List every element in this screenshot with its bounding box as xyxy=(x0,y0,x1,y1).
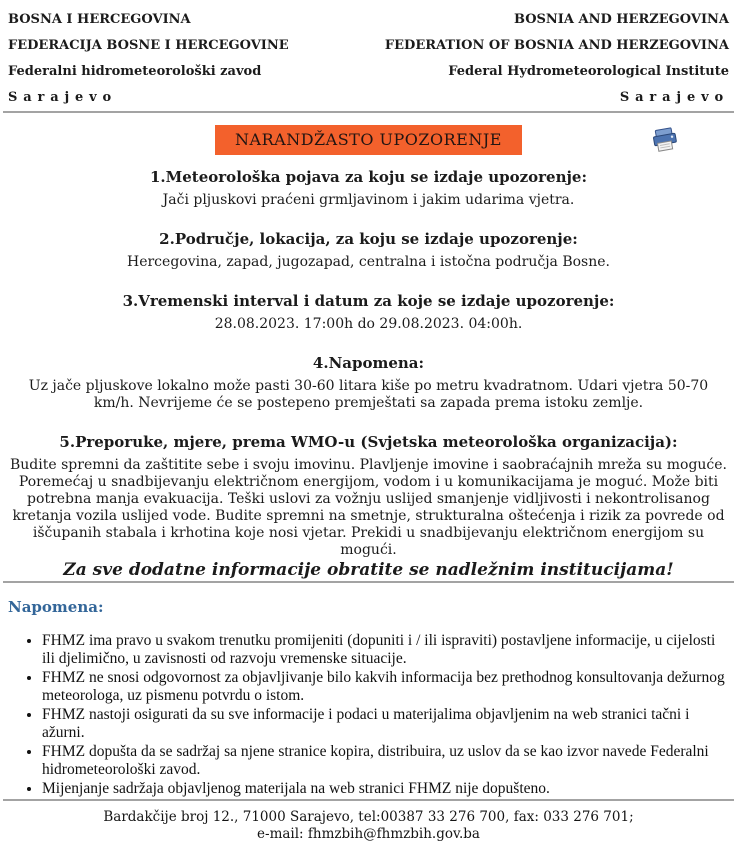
list-item: • FHMZ ne snosi odgovornost za objavljivanje bilo kakvih informacija bez prethodnog konsultovanja dežurnog meteorologa, uz pismenu potvrdu o istom. xyxy=(42,669,727,705)
warning-sections xyxy=(0,168,737,581)
section-1-heading: 1.Meteorološka pojava za koju se izdaje upozorenje: xyxy=(150,168,587,186)
disclaimer-list xyxy=(20,632,727,798)
section-2-body: Hercegovina, zapad, jugozapad, centralna i istočna područja Bosne. xyxy=(127,254,610,270)
header-federation-en: FEDERATION OF BOSNIA AND HERZEGOVINA xyxy=(384,38,729,53)
warning-level-badge: NARANDŽASTO UPOZORENJE xyxy=(215,125,522,155)
list-item: • FHMZ dopušta da se sadržaj sa njene stranice kopira, distribuira, uz uslov da se kao izvor navede Federalni hidrometeorološki zavod. xyxy=(42,743,727,779)
list-item: • FHMZ ima pravo u svakom trenutku promijeniti (dopuniti i / ili ispraviti) postavljene informacije, u cijelosti ili djelimično, u zavisnosti od razvoju vremenske situacije. xyxy=(42,632,727,668)
footer-contact xyxy=(0,809,737,843)
header-country-bs: BOSNA I HERCEGOVINA xyxy=(8,12,191,27)
header-divider xyxy=(3,111,734,113)
section-1-body: Jači pljuskovi praćeni grmljavinom i jakim udarima vjetra. xyxy=(162,192,575,208)
list-item: • FHMZ nastoji osigurati da su sve informacije i podaci u materijalima objavljenim na web stranici tačni i ažurni. xyxy=(42,706,727,742)
section-3-body: 28.08.2023. 17:00h do 29.08.2023. 04:00h. xyxy=(214,316,523,332)
header-left-bosnian xyxy=(8,7,289,111)
header-city-en: Sarajevo xyxy=(619,90,729,105)
footer-email-line: e-mail: fhmzbih@fhmzbih.gov.ba xyxy=(257,826,480,842)
section-area xyxy=(8,230,729,271)
banner-row xyxy=(0,125,737,155)
header-federation-bs: FEDERACIJA BOSNE I HERCEGOVINE xyxy=(8,38,289,53)
header-right-english xyxy=(385,7,729,111)
printer-icon xyxy=(648,143,682,158)
section-4-heading: 4.Napomena: xyxy=(312,354,425,372)
print-button[interactable] xyxy=(647,125,683,155)
section-phenomenon xyxy=(8,168,729,209)
header-institute-bs: Federalni hidrometeorološki zavod xyxy=(8,64,262,79)
list-item: • Mijenjanje sadržaja objavljenog materijala na web stranici FHMZ nije dopušteno. xyxy=(42,780,727,798)
section-5-body: Budite spremni da zaštitite sebe i svoju imovinu. Plavljenje imovine i saobraćajnih mreža su moguće. Poremećaj u snadbijevanju električnom energijom, vodom i u komunikacijama je moguć. Može biti potrebna manja evakuacija. Teški uslovi za vožnju uslijed smanjenje vidljivosti i nekontrolisanog kretanja vozila uslijed vode. Budite spremni na smetnje, strukturalna oštećenja i rizik za povrede od iščupanih stabala i krhotina koje nosi vjetar. Prekidi u snadbijevanju električnom energijom su mogući. xyxy=(10,457,727,558)
section-5-heading: 5.Preporuke, mjere, prema WMO-u (Svjetska meteorološka organizacija): xyxy=(59,433,678,451)
section-remark xyxy=(8,354,729,412)
section-3-heading: 3.Vremenski interval i datum za koje se izdaje upozorenje: xyxy=(122,292,615,310)
final-note: Za sve dodatne informacije obratite se nadležnim institucijama! xyxy=(63,560,674,580)
institution-header xyxy=(0,0,737,111)
footer-address-line: Bardakčije broj 12., 71000 Sarajevo, tel:00387 33 276 700, fax: 033 276 701; xyxy=(103,809,634,825)
disclaimer-block xyxy=(0,598,737,798)
header-institute-en: Federal Hydrometeorological Institute xyxy=(448,64,729,79)
footer-divider xyxy=(3,799,734,801)
disclaimer-heading: Napomena: xyxy=(8,598,104,616)
section-2-heading: 2.Područje, lokacija, za koju se izdaje upozorenje: xyxy=(159,230,578,248)
section-4-body: Uz jače pljuskove lokalno može pasti 30-60 litara kiše po metru kvadratnom. Udari vjetra 50-70 km/h. Nevrijeme će se postepeno premještati sa zapada prema istoku zemlje. xyxy=(28,378,709,411)
section-recommendations xyxy=(8,433,729,581)
header-city-bs: Sarajevo xyxy=(8,90,118,105)
header-country-en: BOSNIA AND HERZEGOVINA xyxy=(513,12,729,27)
content-divider xyxy=(3,581,734,583)
section-time-interval xyxy=(8,292,729,333)
